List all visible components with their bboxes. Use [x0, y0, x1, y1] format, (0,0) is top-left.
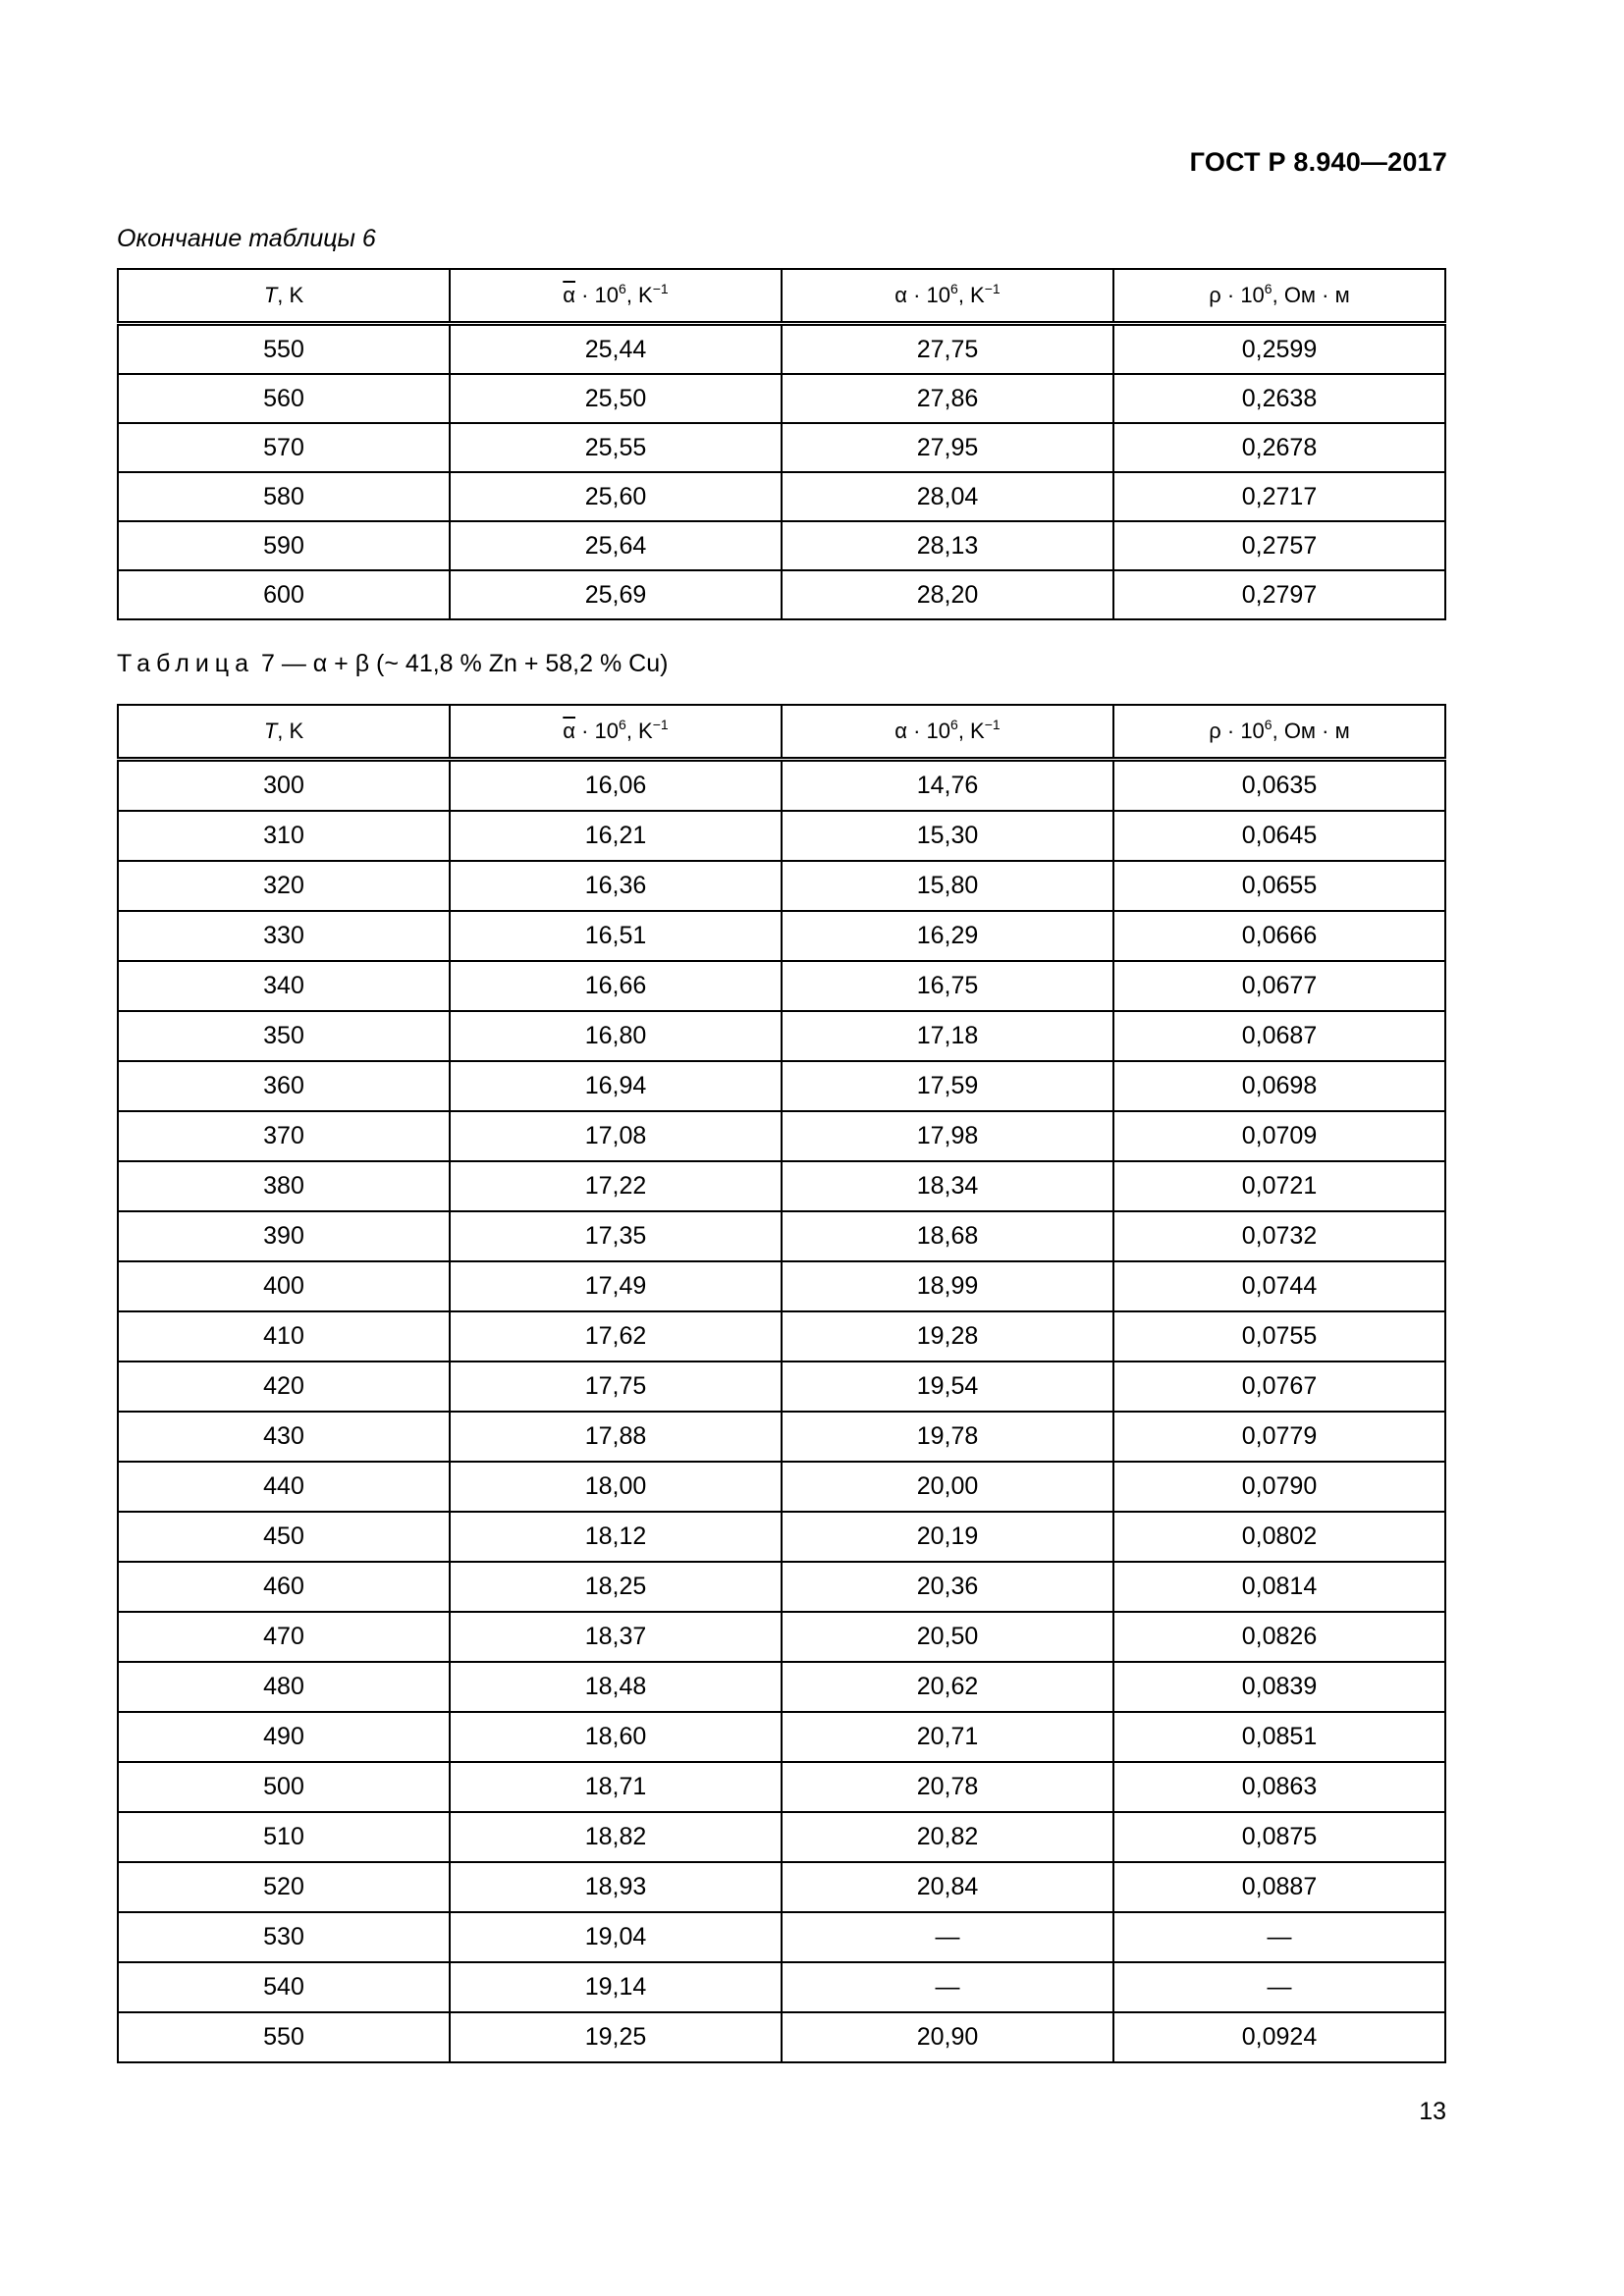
cell-temperature: 590 — [118, 521, 450, 570]
cell-temperature: 570 — [118, 423, 450, 472]
cell-resistivity: 0,0635 — [1113, 760, 1445, 812]
table-row — [118, 374, 1445, 423]
table-row — [118, 1962, 1445, 2012]
cell-expansion: 20,84 — [782, 1862, 1113, 1912]
cell-resistivity: 0,0744 — [1113, 1261, 1445, 1311]
cell-mean-expansion: 18,12 — [450, 1512, 782, 1562]
table7 — [117, 704, 1446, 2063]
cell-mean-expansion: 25,64 — [450, 521, 782, 570]
col-header-temperature: T, K — [118, 269, 450, 324]
cell-temperature: 530 — [118, 1912, 450, 1962]
table6-body — [118, 324, 1445, 620]
cell-expansion: 28,04 — [782, 472, 1113, 521]
cell-expansion: 27,86 — [782, 374, 1113, 423]
table-row — [118, 423, 1445, 472]
document-code: ГОСТ Р 8.940—2017 — [1189, 147, 1447, 177]
cell-mean-expansion: 25,55 — [450, 423, 782, 472]
cell-expansion: 18,99 — [782, 1261, 1113, 1311]
cell-temperature: 410 — [118, 1311, 450, 1362]
cell-expansion: 27,95 — [782, 423, 1113, 472]
cell-resistivity: 0,0863 — [1113, 1762, 1445, 1812]
cell-expansion: 20,19 — [782, 1512, 1113, 1562]
cell-resistivity: 0,0887 — [1113, 1862, 1445, 1912]
cell-mean-expansion: 18,25 — [450, 1562, 782, 1612]
cell-mean-expansion: 17,35 — [450, 1211, 782, 1261]
cell-mean-expansion: 18,93 — [450, 1862, 782, 1912]
cell-mean-expansion: 25,60 — [450, 472, 782, 521]
cell-mean-expansion: 18,71 — [450, 1762, 782, 1812]
cell-mean-expansion: 16,21 — [450, 811, 782, 861]
cell-expansion: 20,50 — [782, 1612, 1113, 1662]
cell-mean-expansion: 18,00 — [450, 1462, 782, 1512]
table-row — [118, 1562, 1445, 1612]
table7-caption-label: Таблица — [117, 650, 255, 677]
cell-mean-expansion: 19,14 — [450, 1962, 782, 2012]
cell-temperature: 430 — [118, 1412, 450, 1462]
cell-expansion: — — [782, 1962, 1113, 2012]
cell-temperature: 580 — [118, 472, 450, 521]
table6 — [117, 268, 1446, 620]
cell-expansion: 15,80 — [782, 861, 1113, 911]
col-header-temperature: T, K — [118, 705, 450, 760]
table-row — [118, 521, 1445, 570]
cell-expansion: 19,54 — [782, 1362, 1113, 1412]
table-row — [118, 1912, 1445, 1962]
cell-resistivity: 0,2757 — [1113, 521, 1445, 570]
cell-temperature: 480 — [118, 1662, 450, 1712]
table-row — [118, 1862, 1445, 1912]
table-row — [118, 861, 1445, 911]
cell-temperature: 330 — [118, 911, 450, 961]
cell-expansion: 19,28 — [782, 1311, 1113, 1362]
table6-header-row — [118, 269, 1445, 324]
page-number: 13 — [1419, 2098, 1446, 2125]
cell-resistivity: 0,0924 — [1113, 2012, 1445, 2062]
cell-temperature: 560 — [118, 374, 450, 423]
cell-temperature: 370 — [118, 1111, 450, 1161]
cell-mean-expansion: 19,04 — [450, 1912, 782, 1962]
cell-resistivity: 0,0655 — [1113, 861, 1445, 911]
cell-expansion: 20,00 — [782, 1462, 1113, 1512]
cell-expansion: 27,75 — [782, 324, 1113, 375]
table-row — [118, 760, 1445, 812]
cell-mean-expansion: 18,37 — [450, 1612, 782, 1662]
cell-resistivity: — — [1113, 1912, 1445, 1962]
cell-mean-expansion: 18,60 — [450, 1712, 782, 1762]
cell-temperature: 350 — [118, 1011, 450, 1061]
table-row — [118, 811, 1445, 861]
cell-resistivity: 0,0814 — [1113, 1562, 1445, 1612]
cell-expansion: 20,62 — [782, 1662, 1113, 1712]
table7-body — [118, 760, 1445, 2063]
table-row — [118, 1462, 1445, 1512]
table7-caption — [117, 650, 668, 678]
cell-temperature: 490 — [118, 1712, 450, 1762]
table-row — [118, 911, 1445, 961]
table-row — [118, 1712, 1445, 1762]
cell-resistivity: 0,0645 — [1113, 811, 1445, 861]
col-header-mean-expansion: $\overline{\alpha} \cdot 10^6$, $K^{-1}$ — [450, 269, 782, 324]
cell-mean-expansion: 25,69 — [450, 570, 782, 619]
cell-mean-expansion: 19,25 — [450, 2012, 782, 2062]
cell-resistivity: 0,0677 — [1113, 961, 1445, 1011]
cell-resistivity: 0,2717 — [1113, 472, 1445, 521]
cell-resistivity: 0,0802 — [1113, 1512, 1445, 1562]
table-row — [118, 472, 1445, 521]
cell-temperature: 420 — [118, 1362, 450, 1412]
table-row — [118, 1512, 1445, 1562]
cell-expansion: 15,30 — [782, 811, 1113, 861]
cell-resistivity: 0,0687 — [1113, 1011, 1445, 1061]
cell-resistivity: 0,2678 — [1113, 423, 1445, 472]
cell-resistivity: 0,0709 — [1113, 1111, 1445, 1161]
cell-temperature: 440 — [118, 1462, 450, 1512]
cell-expansion: 20,36 — [782, 1562, 1113, 1612]
cell-resistivity: 0,0732 — [1113, 1211, 1445, 1261]
cell-mean-expansion: 25,50 — [450, 374, 782, 423]
cell-expansion: 28,20 — [782, 570, 1113, 619]
cell-expansion: 19,78 — [782, 1412, 1113, 1462]
table-row — [118, 1762, 1445, 1812]
cell-expansion: 18,68 — [782, 1211, 1113, 1261]
cell-temperature: 450 — [118, 1512, 450, 1562]
cell-temperature: 470 — [118, 1612, 450, 1662]
cell-mean-expansion: 17,22 — [450, 1161, 782, 1211]
table-row — [118, 1812, 1445, 1862]
table-row — [118, 1362, 1445, 1412]
cell-resistivity: 0,0875 — [1113, 1812, 1445, 1862]
cell-resistivity: 0,2638 — [1113, 374, 1445, 423]
cell-resistivity: 0,0755 — [1113, 1311, 1445, 1362]
table-row — [118, 1261, 1445, 1311]
cell-temperature: 320 — [118, 861, 450, 911]
cell-mean-expansion: 18,48 — [450, 1662, 782, 1712]
cell-temperature: 520 — [118, 1862, 450, 1912]
cell-mean-expansion: 16,36 — [450, 861, 782, 911]
cell-temperature: 340 — [118, 961, 450, 1011]
cell-resistivity: 0,0851 — [1113, 1712, 1445, 1762]
table-row — [118, 1211, 1445, 1261]
table6-caption: Окончание таблицы 6 — [117, 225, 376, 252]
cell-expansion: 18,34 — [782, 1161, 1113, 1211]
cell-resistivity: 0,2797 — [1113, 570, 1445, 619]
table7-caption-text: 7 — α + β (~ 41,8 % Zn + 58,2 % Cu) — [260, 650, 669, 677]
table-row — [118, 1011, 1445, 1061]
table-row — [118, 570, 1445, 619]
col-header-resistivity: $\rho \cdot 10^6$, Ом · м — [1113, 269, 1445, 324]
table-row — [118, 1111, 1445, 1161]
cell-temperature: 550 — [118, 2012, 450, 2062]
cell-expansion: 16,75 — [782, 961, 1113, 1011]
cell-mean-expansion: 16,06 — [450, 760, 782, 812]
cell-temperature: 400 — [118, 1261, 450, 1311]
cell-temperature: 540 — [118, 1962, 450, 2012]
table-row — [118, 2012, 1445, 2062]
cell-temperature: 390 — [118, 1211, 450, 1261]
cell-mean-expansion: 17,49 — [450, 1261, 782, 1311]
cell-expansion: 14,76 — [782, 760, 1113, 812]
col-header-resistivity: $\rho \cdot 10^6$, Ом · м — [1113, 705, 1445, 760]
cell-resistivity: 0,2599 — [1113, 324, 1445, 375]
cell-mean-expansion: 17,88 — [450, 1412, 782, 1462]
cell-mean-expansion: 16,51 — [450, 911, 782, 961]
table7-header-row — [118, 705, 1445, 760]
table-row — [118, 1412, 1445, 1462]
col-header-expansion: $\alpha \cdot 10^6$, $K^{-1}$ — [782, 705, 1113, 760]
cell-expansion: 20,78 — [782, 1762, 1113, 1812]
cell-temperature: 550 — [118, 324, 450, 375]
cell-resistivity: 0,0790 — [1113, 1462, 1445, 1512]
table-row — [118, 1061, 1445, 1111]
cell-mean-expansion: 18,82 — [450, 1812, 782, 1862]
cell-resistivity: 0,0826 — [1113, 1612, 1445, 1662]
cell-mean-expansion: 16,80 — [450, 1011, 782, 1061]
cell-temperature: 310 — [118, 811, 450, 861]
cell-mean-expansion: 16,94 — [450, 1061, 782, 1111]
cell-temperature: 300 — [118, 760, 450, 812]
cell-mean-expansion: 17,08 — [450, 1111, 782, 1161]
cell-temperature: 360 — [118, 1061, 450, 1111]
cell-resistivity: 0,0666 — [1113, 911, 1445, 961]
cell-expansion: 17,18 — [782, 1011, 1113, 1061]
cell-expansion: 20,90 — [782, 2012, 1113, 2062]
cell-mean-expansion: 25,44 — [450, 324, 782, 375]
cell-temperature: 380 — [118, 1161, 450, 1211]
cell-expansion: — — [782, 1912, 1113, 1962]
cell-resistivity: 0,0698 — [1113, 1061, 1445, 1111]
cell-expansion: 17,59 — [782, 1061, 1113, 1111]
table-row — [118, 1161, 1445, 1211]
table-row — [118, 961, 1445, 1011]
cell-resistivity: — — [1113, 1962, 1445, 2012]
cell-expansion: 28,13 — [782, 521, 1113, 570]
table-row — [118, 1311, 1445, 1362]
cell-expansion: 16,29 — [782, 911, 1113, 961]
col-header-expansion: $\alpha \cdot 10^6$, $K^{-1}$ — [782, 269, 1113, 324]
cell-temperature: 510 — [118, 1812, 450, 1862]
cell-resistivity: 0,0721 — [1113, 1161, 1445, 1211]
cell-expansion: 20,71 — [782, 1712, 1113, 1762]
cell-temperature: 460 — [118, 1562, 450, 1612]
cell-resistivity: 0,0839 — [1113, 1662, 1445, 1712]
cell-mean-expansion: 16,66 — [450, 961, 782, 1011]
cell-expansion: 20,82 — [782, 1812, 1113, 1862]
cell-mean-expansion: 17,62 — [450, 1311, 782, 1362]
col-header-mean-expansion: $\overline{\alpha} \cdot 10^6$, $K^{-1}$ — [450, 705, 782, 760]
cell-resistivity: 0,0767 — [1113, 1362, 1445, 1412]
table-row — [118, 1612, 1445, 1662]
cell-temperature: 500 — [118, 1762, 450, 1812]
table-row — [118, 324, 1445, 375]
cell-mean-expansion: 17,75 — [450, 1362, 782, 1412]
cell-expansion: 17,98 — [782, 1111, 1113, 1161]
cell-temperature: 600 — [118, 570, 450, 619]
cell-resistivity: 0,0779 — [1113, 1412, 1445, 1462]
table-row — [118, 1662, 1445, 1712]
